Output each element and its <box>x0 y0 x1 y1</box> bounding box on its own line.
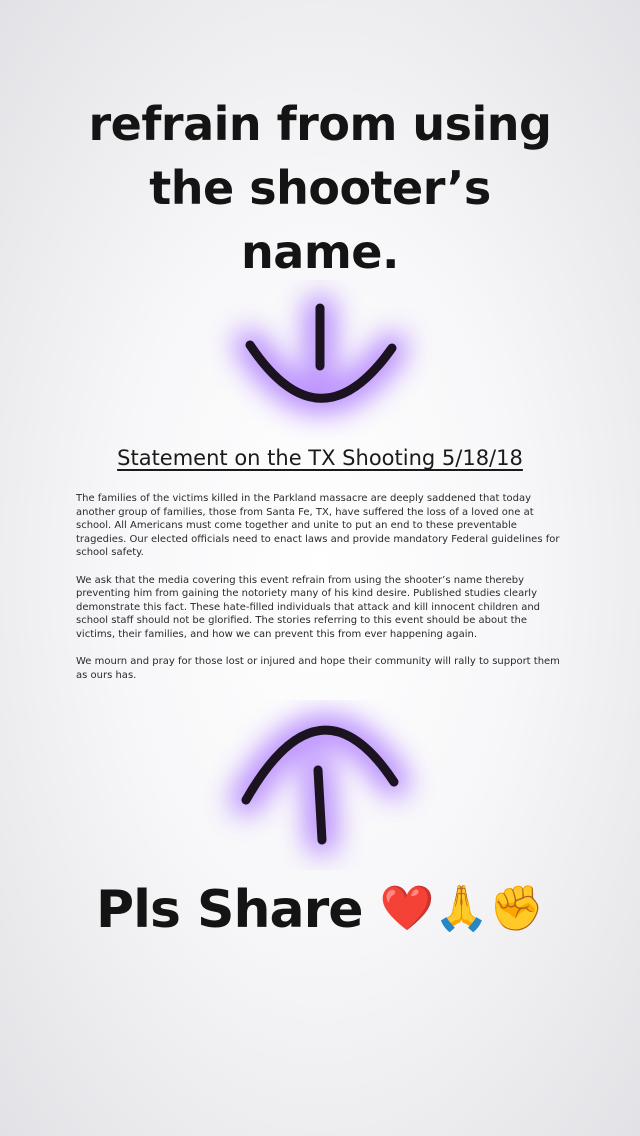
headline-line-2: the shooter’s <box>149 161 491 215</box>
headline-line-1: refrain from using <box>88 97 552 151</box>
statement-paragraph: The families of the victims killed in the Parkland massacre are deeply saddened that today another group of families, those from Santa Fe, TX, have suffered the loss of a loved one at school. All Americans must come together and unite to put an end to these preventable tragedies. Our elected officials need to enact laws and provide mandatory Federal guidelines for school safety. <box>76 493 560 559</box>
share-text: Pls Share <box>96 880 363 940</box>
share-callout <box>0 880 640 940</box>
headline-line-3: name. <box>241 225 399 279</box>
statement-paragraph: We mourn and pray for those lost or injured and hope their community will rally to support them as ours has. <box>76 656 560 681</box>
heart-pray-fist-emoji-icon: ❤️🙏✊ <box>379 883 544 934</box>
headline-text <box>0 92 640 284</box>
statement-paragraph: We ask that the media covering this event refrain from using the shooter’s name thereby preventing him from gaining the notoriety many of his kind desire. Published studies clearly demonstrate this fact. These hate-filled individuals that attack and kill innocent children and school staff should not be glorified. The stories referring to this event should be about the victims, their families, and how we can prevent this from ever happening again. <box>76 574 541 640</box>
arrow-up-icon <box>0 700 640 870</box>
arrow-down-icon <box>0 280 640 450</box>
statement-body <box>76 492 566 696</box>
statement-title: Statement on the TX Shooting 5/18/18 <box>117 446 523 470</box>
